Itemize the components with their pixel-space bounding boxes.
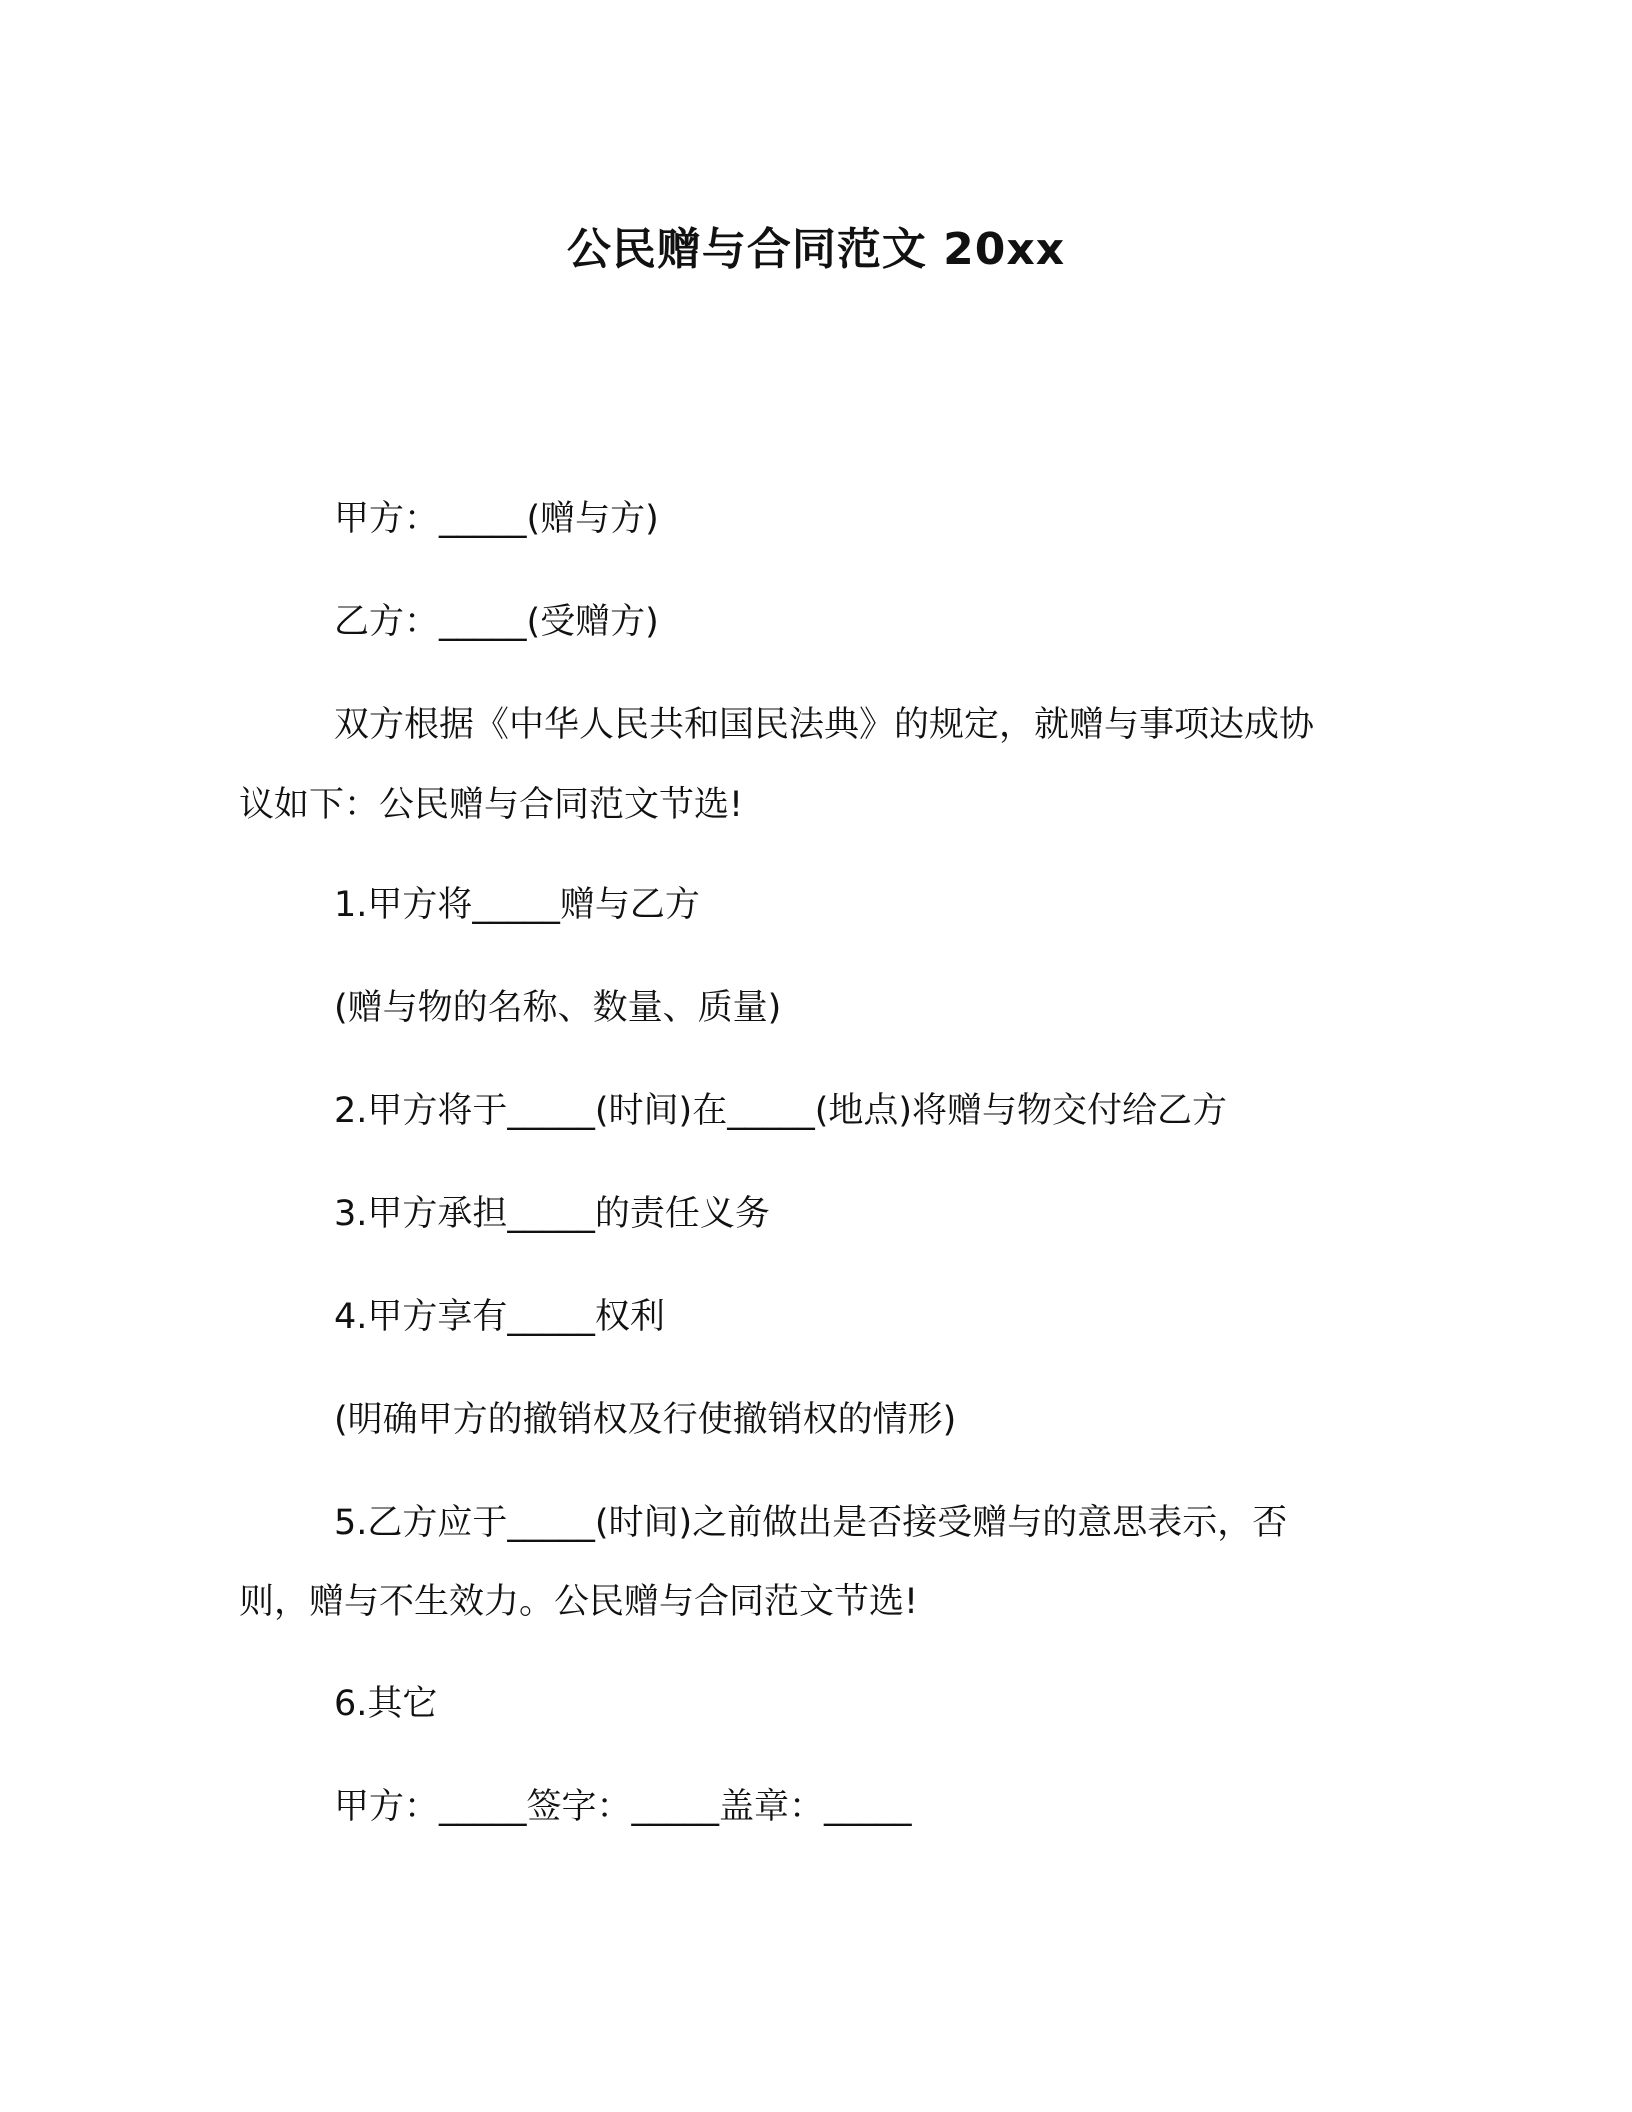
document-title: 公民赠与合同范文 20xx xyxy=(566,224,1066,275)
clause-4-note: (明确甲方的撤销权及行使撤销权的情形) xyxy=(334,1400,957,1440)
preamble-line-2: 议如下：公民赠与合同范文节选! xyxy=(239,785,744,825)
clause-4: 4.甲方享有_____权利 xyxy=(334,1297,665,1337)
clause-6: 6.其它 xyxy=(334,1684,438,1724)
party-b-line: 乙方：_____(受赠方) xyxy=(334,602,659,642)
clause-2: 2.甲方将于_____(时间)在_____(地点)将赠与物交付给乙方 xyxy=(334,1091,1228,1131)
party-a-line: 甲方：_____(赠与方) xyxy=(334,499,659,539)
clause-5-line-1: 5.乙方应于_____(时间)之前做出是否接受赠与的意思表示，否 xyxy=(334,1503,1288,1543)
clause-5-line-2: 则，赠与不生效力。公民赠与合同范文节选! xyxy=(239,1582,919,1622)
clause-3: 3.甲方承担_____的责任义务 xyxy=(334,1194,770,1234)
preamble-line-1: 双方根据《中华人民共和国民法典》的规定，就赠与事项达成协 xyxy=(334,705,1315,745)
signature-line: 甲方：_____签字：_____盖章：_____ xyxy=(334,1787,912,1827)
clause-1-note: (赠与物的名称、数量、质量) xyxy=(334,988,782,1028)
clause-1: 1.甲方将_____赠与乙方 xyxy=(334,885,700,925)
